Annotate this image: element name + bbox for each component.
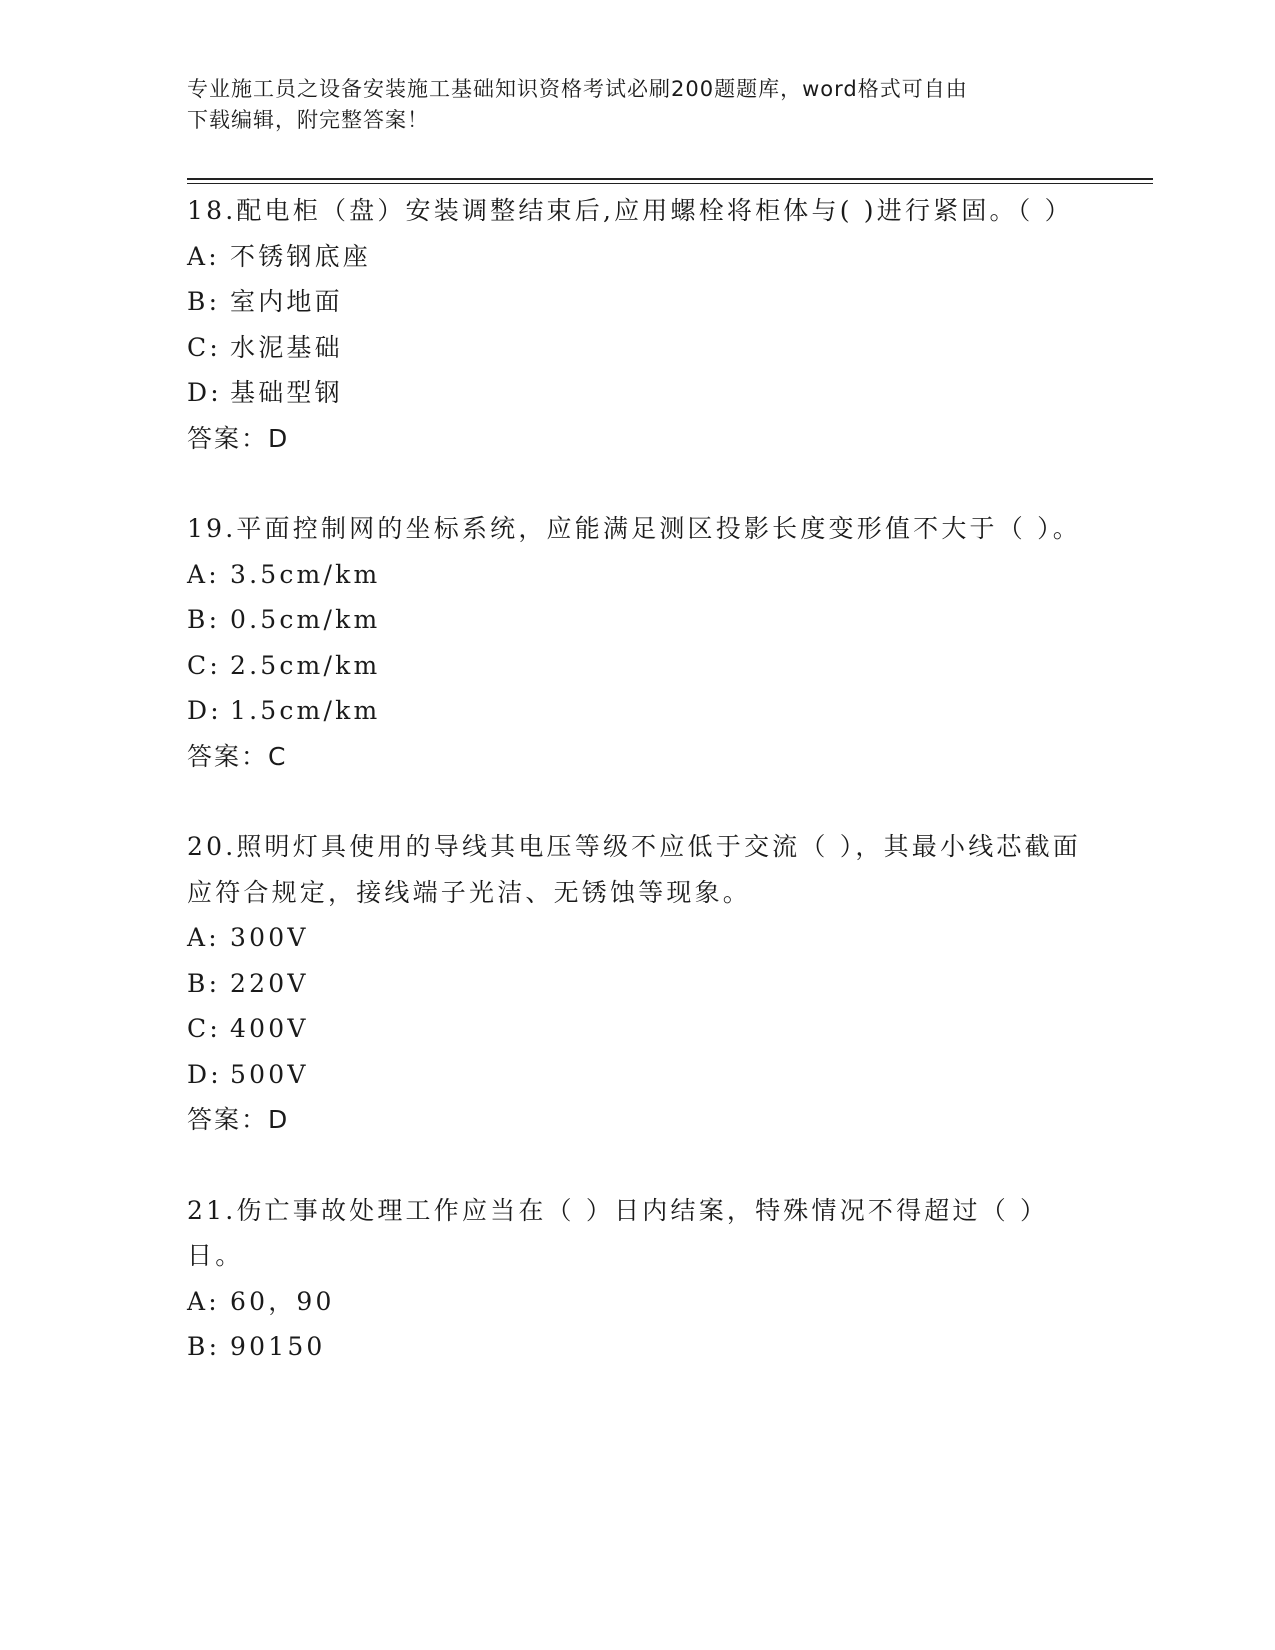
option-letter: C: [187,650,221,680]
option-a [187,234,1087,280]
option-text: 500V [230,1059,309,1089]
option-a [187,1279,1087,1325]
option-a [187,552,1087,598]
option-text: 90150 [230,1332,326,1361]
option-letter: B: [187,1332,221,1361]
option-text: 300V [230,923,309,952]
option-c [187,1006,1087,1052]
question-text: 21.伤亡事故处理工作应当在（ ）日内结案，特殊情况不得超过（ ）日。 [187,1195,1049,1270]
option-letter: B: [187,287,221,316]
option-b [187,597,1087,643]
option-letter: A: [187,923,220,952]
question-20 [187,824,1087,1143]
option-text: 1.5cm/km [230,696,381,725]
option-text: 0.5cm/km [230,605,381,634]
option-letter: B: [187,605,221,634]
option-letter: C: [187,332,221,362]
question-text: 20.照明灯具使用的导线其电压等级不应低于交流（ ），其最小线芯截面应符合规定，接线端子光洁、无锈蚀等现象。 [187,832,1082,907]
option-letter: C: [187,1014,221,1043]
option-text: 220V [230,968,309,998]
question-19 [187,506,1087,779]
option-letter: D: [187,378,222,407]
option-text: 2.5cm/km [230,650,381,680]
option-d [187,688,1087,734]
option-c [187,325,1087,371]
option-letter: A: [187,1286,220,1316]
option-letter: B: [187,968,221,998]
option-b [187,279,1087,325]
option-d [187,1052,1087,1098]
option-c [187,643,1087,689]
question-21 [187,1188,1087,1370]
question-text: 19.平面控制网的坐标系统，应能满足测区投影长度变形值不大于（ ）。 [187,514,1082,543]
header-divider-thin [187,183,1153,184]
option-text: 400V [230,1014,309,1043]
option-text: 不锈钢底座 [230,241,372,271]
question-text: 18.配电柜（盘）安装调整结束后,应用螺栓将柜体与( )进行紧固。（ ） [187,196,1073,225]
document-header [187,74,1067,136]
option-letter: D: [187,1059,222,1089]
option-b [187,1324,1087,1370]
option-b [187,961,1087,1007]
option-text: 室内地面 [230,287,343,316]
header-title-line-2: 下载编辑，附完整答案！ [187,108,429,132]
question-18 [187,188,1087,461]
option-text: 水泥基础 [230,332,343,362]
header-divider-thick [187,178,1153,180]
option-a [187,915,1087,961]
option-d [187,370,1087,416]
answer-line: 答案：C [187,741,288,771]
option-text: 基础型钢 [230,378,343,407]
answer-line: 答案：D [187,423,290,453]
option-text: 60，90 [230,1286,335,1316]
answer-line: 答案：D [187,1105,290,1134]
option-letter: D: [187,696,222,725]
header-title-line-1: 专业施工员之设备安装施工基础知识资格考试必刷200题题库，word格式可自由 [187,77,968,101]
option-letter: A: [187,559,220,589]
option-text: 3.5cm/km [230,559,381,589]
option-letter: A: [187,241,220,271]
question-list [187,188,1087,1415]
